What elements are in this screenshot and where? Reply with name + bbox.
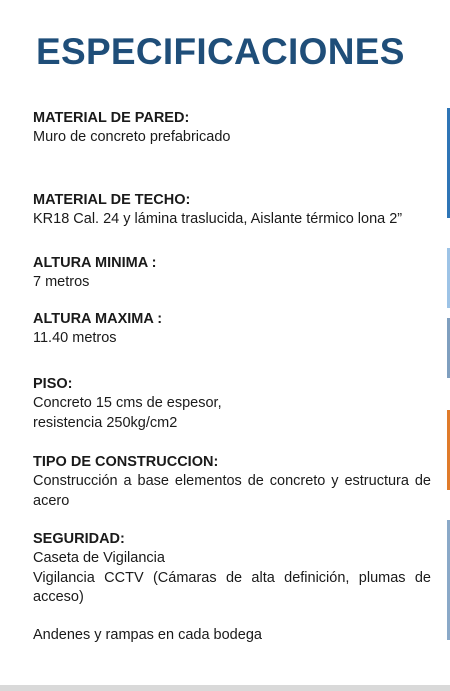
spec-piso	[33, 375, 431, 433]
footer-note-text: Andenes y rampas en cada bodega	[33, 627, 262, 643]
spec-label: ALTURA MINIMA :	[33, 255, 157, 271]
spec-value: Vigilancia CCTV (Cámaras de alta definición, plumas de acceso)	[33, 569, 431, 605]
spec-value: KR18 Cal. 24 y lámina traslucida, Aislante térmico lona 2”	[33, 211, 403, 227]
spec-altura-maxima	[33, 310, 431, 349]
spec-tipo-construccion	[33, 453, 431, 511]
spec-value: Caseta de Vigilancia	[33, 550, 165, 566]
spec-value: 11.40 metros	[33, 330, 117, 346]
spec-value: 7 metros	[33, 274, 90, 290]
spec-value: Muro de concreto prefabricado	[33, 129, 231, 145]
spec-value: resistencia 250kg/cm2	[33, 414, 178, 431]
spec-value: Construcción a base elementos de concreto y estructura de acero	[33, 473, 431, 509]
spec-material-techo	[33, 191, 431, 230]
spec-material-pared	[33, 109, 431, 148]
spec-label: ALTURA MAXIMA :	[33, 311, 163, 327]
page-title: ESPECIFICACIONES	[36, 31, 405, 72]
spec-label: MATERIAL DE TECHO:	[33, 192, 191, 208]
footer-note	[33, 626, 431, 646]
spec-label: TIPO DE CONSTRUCCION:	[33, 454, 219, 470]
spec-seguridad	[33, 530, 431, 608]
spec-value: Concreto 15 cms de espesor,	[33, 395, 222, 411]
spec-label: SEGURIDAD:	[33, 531, 125, 547]
bottom-border	[0, 685, 450, 691]
spec-altura-minima	[33, 254, 431, 293]
spec-label: MATERIAL DE PARED:	[33, 110, 190, 126]
spec-label: PISO:	[33, 376, 73, 392]
